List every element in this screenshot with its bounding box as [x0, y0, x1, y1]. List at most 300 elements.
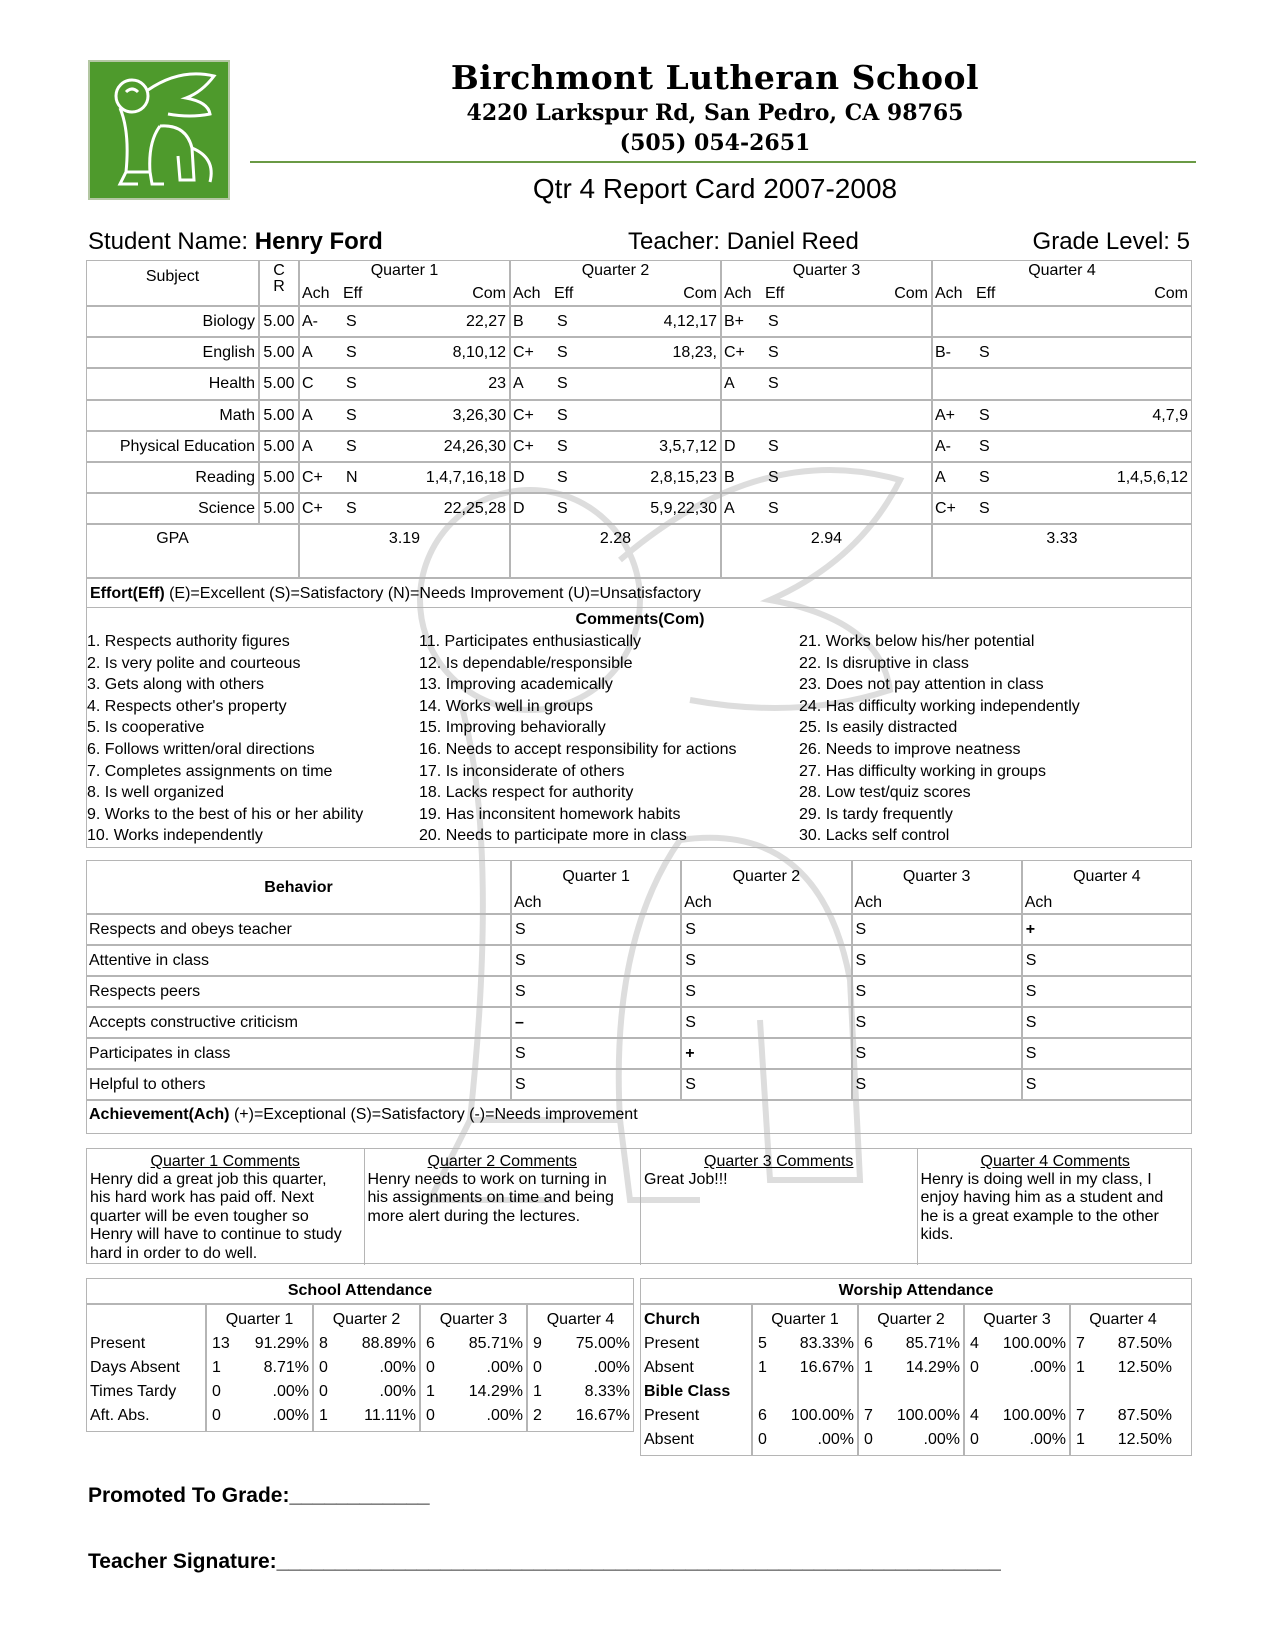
comment-codes: 22,25,28 [443, 500, 506, 518]
ach-grade: A- [302, 313, 318, 330]
comment-code-item: 28. Low test/quiz scores [799, 784, 971, 802]
comment-code-item: 16. Needs to accept responsibility for actions [419, 740, 737, 758]
quarter-comment-title: Quarter 4 Comments [980, 1153, 1130, 1170]
subject-name: Science [198, 500, 255, 518]
worship-count: 1 [758, 1359, 767, 1376]
credit-value: 5.00 [263, 313, 295, 330]
effort-grade: N [346, 469, 358, 486]
worship-percent: .00% [1029, 1359, 1066, 1376]
credit-value: 5.00 [263, 437, 295, 455]
comment-code-item: 20. Needs to participate more in class [419, 827, 687, 845]
quarter-comment-text: Great Job!!! [644, 1171, 728, 1188]
quarter-comment-text: Henry needs to work on turning in [367, 1171, 607, 1188]
comments-column-1 [87, 631, 363, 847]
attendance-count: 1 [212, 1359, 221, 1376]
gpa-value: 3.19 [388, 530, 421, 548]
quarter-header: Quarter 2 [581, 262, 650, 279]
comment-code-item: 17. Is inconsiderate of others [419, 762, 625, 780]
cr-header-c: C [273, 262, 285, 279]
comment-code-item: 21. Works below his/her potential [799, 633, 1035, 650]
attendance-count: 1 [426, 1383, 435, 1400]
behavior-rating: – [515, 1014, 524, 1031]
attendance-count: 8 [319, 1335, 328, 1352]
worship-count: 7 [864, 1407, 873, 1424]
student-info-row [88, 228, 1190, 260]
attendance-count: 6 [426, 1335, 435, 1352]
worship-count: 0 [864, 1431, 873, 1448]
promoted-to-grade-line: Promoted To Grade:____________ [88, 1484, 430, 1507]
behavior-value-cell [681, 945, 851, 976]
subject-name: Math [219, 406, 255, 424]
comment-codes: 18,23, [672, 344, 717, 362]
comment-codes: 23 [488, 375, 506, 393]
behavior-rating: S [1025, 952, 1037, 969]
quarter-comment-text: more alert during the lectures. [367, 1207, 581, 1225]
comment-codes: 3,5,7,12 [659, 437, 717, 455]
school-attendance-table [86, 1278, 634, 1432]
behavior-value-cell [1022, 1038, 1192, 1069]
worship-percent: 87.50% [1117, 1335, 1172, 1352]
comment-code-item: 10. Works independently [87, 827, 263, 845]
ach-grade: D [513, 469, 525, 486]
comment-code-item: 13. Improving academically [419, 676, 613, 694]
credit-value: 5.00 [263, 469, 295, 486]
behavior-header: Behavior [264, 879, 333, 896]
comment-code-item: 9. Works to the best of his or her ability [87, 805, 364, 823]
quarter-cell [721, 337, 932, 368]
behavior-value-cell [852, 1038, 1022, 1069]
attendance-quarter-header: Quarter 4 [546, 1311, 615, 1328]
effort-grade: S [346, 375, 357, 393]
behavior-quarter-header: Quarter 2 [732, 868, 801, 885]
quarter-cell [932, 337, 1192, 368]
behavior-rating: S [1025, 1045, 1037, 1062]
ach-grade: A- [935, 437, 951, 455]
gpa-value: 2.94 [810, 530, 843, 548]
behavior-rating: S [685, 952, 696, 969]
behavior-table [86, 860, 1192, 1134]
eff-header: Eff [343, 285, 363, 302]
attendance-count: 0 [319, 1359, 328, 1376]
comment-code-item: 27. Has difficulty working in groups [799, 762, 1046, 780]
attendance-percent: 16.67% [575, 1407, 630, 1424]
effort-grade: S [979, 344, 990, 362]
worship-count: 1 [864, 1359, 873, 1376]
behavior-rating: S [855, 1076, 867, 1093]
attendance-count: 0 [319, 1383, 328, 1400]
attendance-count: 0 [212, 1407, 221, 1424]
quarter-cell [932, 493, 1192, 524]
subject-name: English [202, 344, 255, 362]
effort-grade: S [557, 344, 568, 362]
behavior-value-cell [681, 1038, 851, 1069]
teacher-name: Teacher: Daniel Reed [628, 228, 859, 255]
comment-code-item: 18. Lacks respect for authority [419, 784, 634, 802]
quarter-header: Quarter 1 [370, 262, 439, 279]
comment-code-item: 3. Gets along with others [87, 676, 264, 694]
comment-code-item: 14. Works well in groups [419, 697, 593, 715]
behavior-rating: S [685, 1076, 696, 1093]
worship-count: 7 [1076, 1407, 1085, 1424]
attendance-percent: .00% [486, 1359, 523, 1376]
effort-grade: S [768, 500, 779, 518]
attendance-count: 2 [533, 1407, 542, 1424]
quarter-comment-text: hard in order to do well. [90, 1244, 258, 1262]
gpa-value: 2.28 [599, 530, 632, 548]
ach-grade: C [302, 375, 314, 393]
worship-percent: 14.29% [905, 1359, 960, 1376]
attendance-quarter-header: Quarter 1 [225, 1311, 294, 1328]
behavior-rating: S [515, 1076, 526, 1093]
report-card-title: Qtr 4 Report Card 2007-2008 [532, 173, 898, 204]
effort-grade: S [768, 344, 779, 362]
subject-name: Physical Education [119, 437, 255, 455]
behavior-value-cell [511, 914, 681, 945]
worship-count: 6 [758, 1407, 767, 1424]
comments-column-2 [419, 631, 737, 847]
worship-percent: 100.00% [1002, 1335, 1066, 1352]
effort-grade: S [768, 375, 779, 393]
effort-grade: S [979, 469, 990, 486]
comment-code-item: 8. Is well organized [87, 784, 224, 802]
eff-header: Eff [554, 285, 574, 302]
effort-grade: S [346, 344, 357, 362]
com-header: Com [683, 285, 717, 302]
attendance-percent: .00% [593, 1359, 630, 1376]
comment-codes: 3,26,30 [452, 406, 506, 424]
worship-quarter-header: Quarter 2 [877, 1311, 945, 1328]
effort-grade: S [979, 406, 990, 424]
behavior-value-cell [511, 945, 681, 976]
attendance-percent: .00% [272, 1407, 309, 1424]
attendance-percent: 14.29% [468, 1383, 523, 1400]
attendance-count: 0 [212, 1383, 221, 1400]
quarter-header: Quarter 4 [1028, 262, 1096, 279]
behavior-value-cell [681, 1007, 851, 1038]
ach-grade: A [302, 437, 313, 455]
quarter-comment-title: Quarter 1 Comments [150, 1153, 300, 1170]
worship-count: 5 [758, 1335, 767, 1352]
com-header: Com [472, 285, 506, 302]
worship-count: 7 [1076, 1335, 1085, 1352]
comment-code-item: 22. Is disruptive in class [799, 654, 969, 672]
school-name: Birchmont Lutheran School [450, 58, 980, 97]
effort-legend-text: (E)=Excellent (S)=Satisfactory (N)=Needs Improvement (U)=Unsatisfactory [169, 585, 701, 602]
gpa-value: 3.33 [1046, 530, 1078, 548]
worship-percent: 12.50% [1117, 1431, 1172, 1448]
effort-grade: S [557, 375, 568, 393]
comment-codes: 1,4,7,16,18 [425, 469, 506, 486]
attendance-row-label: Aft. Abs. [90, 1407, 150, 1424]
attendance-count: 9 [533, 1335, 542, 1352]
ach-grade: C+ [513, 344, 534, 362]
behavior-rating: S [515, 921, 526, 938]
comments-title: Comments(Com) [575, 611, 705, 628]
quarter-cell [932, 306, 1192, 337]
ach-grade: C+ [302, 469, 323, 486]
worship-attendance-table [640, 1278, 1192, 1456]
attendance-percent: 91.29% [254, 1335, 309, 1352]
student-name: Student Name: Henry Ford [88, 228, 383, 255]
effort-grade: S [768, 437, 779, 455]
quarter-cell [510, 400, 721, 431]
effort-grade: S [557, 313, 568, 330]
worship-percent: 83.33% [799, 1335, 854, 1352]
quarter-cell [932, 431, 1192, 462]
behavior-rating: S [515, 1045, 526, 1062]
comment-codes: 4,7,9 [1152, 406, 1188, 424]
behavior-rating: S [685, 921, 696, 938]
behavior-rating: S [515, 983, 526, 1000]
behavior-value-cell [681, 914, 851, 945]
effort-grade: S [557, 469, 568, 486]
attendance-count: 0 [426, 1407, 435, 1424]
teacher-signature-line: Teacher Signature:______________________________________________________________ [88, 1550, 1001, 1573]
worship-row-label: Absent [644, 1431, 694, 1448]
credit-value: 5.00 [263, 375, 295, 393]
ach-header: Ach [724, 285, 752, 302]
ach-grade: C+ [513, 437, 534, 455]
attendance-quarter-header: Quarter 3 [439, 1311, 508, 1328]
com-header: Com [894, 285, 928, 302]
behavior-label: Helpful to others [89, 1076, 206, 1093]
ach-grade: A [935, 469, 946, 486]
ach-grade: A [513, 375, 524, 393]
attendance-count: 0 [426, 1359, 435, 1376]
behavior-ach-header: Ach [684, 894, 712, 911]
achievement-legend-label: Achievement(Ach) [89, 1106, 230, 1123]
comment-code-item: 23. Does not pay attention in class [799, 676, 1044, 694]
worship-percent: .00% [1029, 1431, 1066, 1448]
attendance-count: 13 [212, 1335, 230, 1352]
cr-header-r: R [273, 278, 285, 295]
comment-codes: 5,9,22,30 [650, 500, 717, 518]
worship-count: 6 [864, 1335, 873, 1352]
worship-count: 1 [1076, 1431, 1085, 1448]
eff-header: Eff [976, 285, 996, 302]
subject-name: Health [208, 375, 255, 393]
behavior-quarter-header: Quarter 1 [562, 868, 630, 885]
quarter-cell [721, 462, 932, 493]
effort-grade: S [346, 313, 357, 330]
quarter-cell [510, 368, 721, 399]
worship-quarter-header: Quarter 3 [983, 1311, 1051, 1328]
comment-code-item: 2. Is very polite and courteous [87, 654, 301, 672]
subject-name: Reading [195, 469, 255, 486]
quarter-comment-title: Quarter 2 Comments [427, 1153, 577, 1170]
worship-attendance-title: Worship Attendance [838, 1282, 994, 1299]
quarter-cell [721, 368, 932, 399]
comment-code-item: 1. Respects authority figures [87, 633, 290, 650]
ach-grade: A [302, 344, 313, 362]
behavior-value-cell [852, 1007, 1022, 1038]
behavior-value-cell [852, 914, 1022, 945]
comment-code-item: 26. Needs to improve neatness [799, 740, 1021, 758]
behavior-value-cell [511, 1007, 681, 1038]
behavior-value-cell [511, 976, 681, 1007]
worship-row-label: Present [644, 1407, 700, 1424]
comment-code-item: 30. Lacks self control [799, 827, 950, 845]
ach-grade: B+ [724, 313, 745, 330]
quarter-comment-text: kids. [920, 1226, 954, 1244]
header-divider [250, 161, 1196, 163]
quarter-comment-box [917, 1149, 1194, 1265]
effort-grade: S [557, 406, 568, 424]
comment-code-item: 11. Participates enthusiastically [419, 633, 642, 650]
behavior-rating: S [855, 983, 867, 1000]
quarter-cell [932, 368, 1192, 399]
comment-code-item: 29. Is tardy frequently [799, 805, 953, 823]
behavior-ach-header: Ach [1024, 894, 1053, 911]
worship-percent: 12.50% [1117, 1359, 1172, 1376]
behavior-value-cell [1022, 945, 1192, 976]
effort-grade: S [346, 406, 357, 424]
ach-grade: B [724, 469, 735, 486]
school-phone: (505) 054-2651 [619, 130, 811, 156]
comment-codes: 22,27 [465, 313, 506, 330]
attendance-row-label: Days Absent [90, 1359, 180, 1376]
behavior-value-cell [1022, 914, 1192, 945]
worship-percent: .00% [923, 1431, 960, 1448]
ach-grade: C+ [513, 406, 534, 424]
worship-quarter-header: Quarter 4 [1089, 1311, 1157, 1328]
worship-quarter-header: Quarter 1 [771, 1311, 839, 1328]
attendance-quarter-header: Quarter 2 [332, 1311, 401, 1328]
ach-grade: A+ [935, 406, 956, 424]
attendance-row-label: Times Tardy [90, 1383, 177, 1400]
attendance-percent: 8.71% [263, 1359, 309, 1376]
attendance-percent: 8.33% [584, 1383, 630, 1400]
attendance-percent: 88.89% [361, 1335, 416, 1352]
quarter-comment-text: enjoy having him as a student and [920, 1189, 1164, 1207]
school-attendance-title: School Attendance [287, 1282, 433, 1299]
subject-name: Biology [202, 313, 255, 330]
quarter-comments [86, 1148, 1192, 1264]
ach-grade: C+ [724, 344, 745, 362]
eff-header: Eff [765, 285, 785, 302]
behavior-quarter-header: Quarter 3 [902, 868, 971, 885]
behavior-value-cell [852, 1069, 1022, 1100]
quarter-cell [721, 493, 932, 524]
worship-count: 0 [970, 1431, 979, 1448]
behavior-label: Respects and obeys teacher [89, 921, 292, 938]
winged-lion-icon [88, 60, 230, 200]
behavior-value-cell [681, 976, 851, 1007]
quarter-cell [721, 400, 932, 431]
effort-grade: S [768, 469, 779, 486]
grades-table [86, 260, 1192, 578]
ach-header: Ach [513, 285, 541, 302]
effort-grade: S [979, 500, 990, 518]
behavior-rating: S [855, 1014, 867, 1031]
comments-legend [86, 608, 1192, 848]
ach-grade: B [513, 313, 524, 330]
comments-column-3 [799, 631, 1080, 847]
worship-percent: 85.71% [905, 1335, 960, 1352]
effort-legend [86, 578, 1192, 608]
behavior-label: Accepts constructive criticism [89, 1014, 298, 1031]
achievement-legend [89, 1107, 638, 1123]
behavior-label: Participates in class [89, 1045, 231, 1062]
worship-count: 0 [970, 1359, 979, 1376]
behavior-value-cell [681, 1069, 851, 1100]
quarter-comment-text: Henry is doing well in my class, I [920, 1171, 1152, 1188]
comment-code-item: 12. Is dependable/responsible [419, 654, 633, 672]
ach-grade: A [302, 406, 313, 424]
attendance-percent: 11.11% [364, 1407, 416, 1424]
worship-percent: 100.00% [1002, 1407, 1066, 1424]
behavior-rating: S [1025, 1076, 1037, 1093]
ach-grade: D [513, 500, 525, 518]
behavior-rating: S [685, 1014, 696, 1031]
quarter-comment-text: Henry will have to continue to study [90, 1226, 342, 1244]
worship-percent: 100.00% [896, 1407, 960, 1424]
quarter-comment-title: Quarter 3 Comments [704, 1153, 854, 1170]
effort-grade: S [346, 437, 357, 455]
quarter-comment-text: his assignments on time and being [367, 1189, 614, 1207]
quarter-comment-box [87, 1149, 364, 1265]
comment-code-item: 25. Is easily distracted [799, 719, 958, 737]
quarter-comment-text: quarter will be even tougher so [90, 1207, 309, 1225]
effort-grade: S [979, 437, 990, 455]
worship-row-label: Absent [644, 1359, 694, 1376]
worship-percent: 87.50% [1117, 1407, 1172, 1424]
worship-count: 4 [970, 1407, 979, 1424]
quarter-cell [721, 431, 932, 462]
comment-code-item: 15. Improving behaviorally [419, 719, 606, 737]
credit-value: 5.00 [263, 500, 295, 518]
effort-grade: S [768, 313, 779, 330]
comment-codes: 4,12,17 [663, 313, 717, 330]
attendance-percent: .00% [379, 1359, 416, 1376]
ach-grade: A [724, 375, 735, 393]
behavior-value-cell [1022, 1007, 1192, 1038]
behavior-rating: S [1025, 1014, 1037, 1031]
behavior-rating: + [685, 1045, 695, 1062]
effort-grade: S [346, 500, 357, 518]
attendance-count: 1 [319, 1407, 328, 1424]
subject-header: Subject [145, 268, 200, 285]
worship-percent: 16.67% [799, 1359, 854, 1376]
attendance-row-label: Present [90, 1335, 146, 1352]
ach-grade: A [724, 500, 735, 518]
ach-grade: C+ [302, 500, 323, 518]
effort-legend-label: Effort(Eff) [90, 585, 165, 602]
comment-codes: 24,26,30 [443, 437, 506, 455]
comment-codes: 1,4,5,6,12 [1116, 469, 1188, 486]
comment-code-item: 6. Follows written/oral directions [87, 740, 315, 758]
comment-code-item: 4. Respects other's property [87, 697, 287, 715]
ach-header: Ach [302, 285, 330, 302]
behavior-label: Attentive in class [89, 952, 210, 969]
ach-grade: D [724, 437, 736, 455]
achievement-legend-text: (+)=Exceptional (S)=Satisfactory (-)=Needs improvement [233, 1106, 638, 1123]
attendance-percent: 85.71% [468, 1335, 523, 1352]
behavior-rating: S [685, 983, 696, 1000]
attendance-count: 0 [533, 1359, 542, 1376]
grade-level: Grade Level: 5 [1032, 228, 1190, 255]
behavior-value-cell [852, 945, 1022, 976]
ach-grade: B- [935, 344, 951, 362]
behavior-value-cell [852, 976, 1022, 1007]
comment-code-item: 19. Has inconsitent homework habits [419, 805, 681, 823]
comment-code-item: 7. Completes assignments on time [87, 762, 333, 780]
attendance-percent: .00% [272, 1383, 309, 1400]
behavior-rating: S [1025, 983, 1037, 1000]
worship-count: 0 [758, 1431, 767, 1448]
behavior-quarter-header: Quarter 4 [1073, 868, 1141, 885]
behavior-ach-header: Ach [854, 894, 883, 911]
